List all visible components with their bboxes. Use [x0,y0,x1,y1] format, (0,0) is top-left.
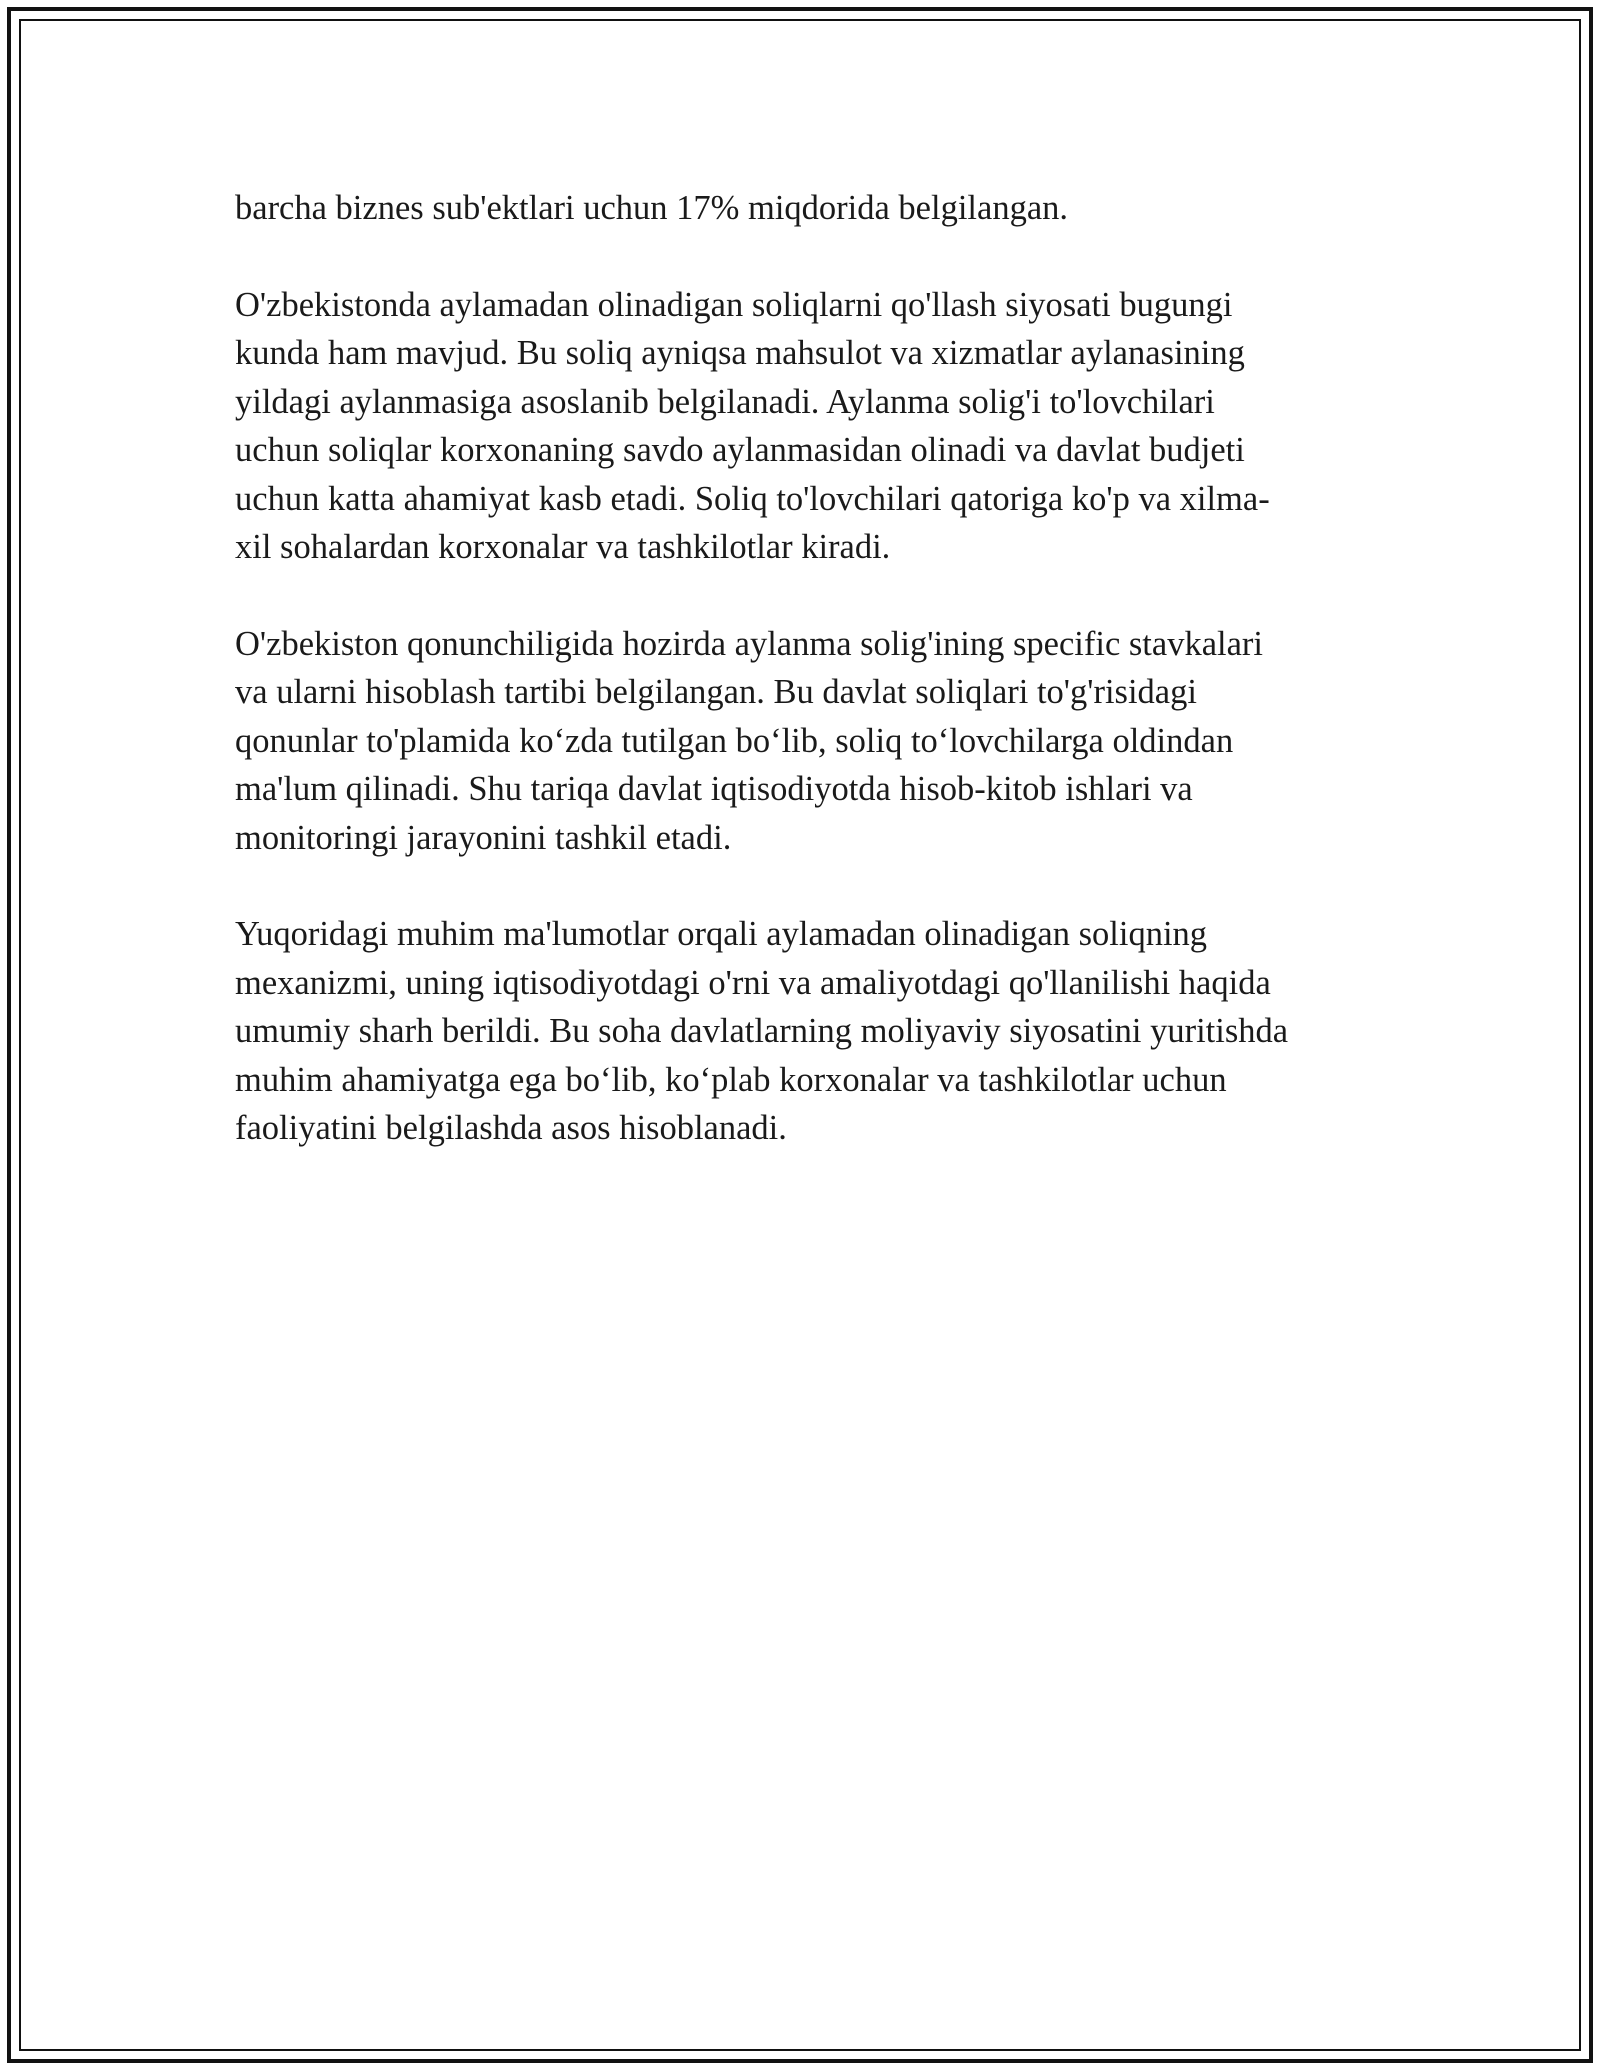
text-line: barcha biznes sub'ektlari uchun 17% miqdorida belgilangan. [235,189,1069,227]
text-line: Yuqoridagi muhim ma'lumotlar orqali aylamadan olinadigan soliqning [235,915,1208,953]
paragraph-1 [235,184,1375,233]
text-line: O'zbekiston qonunchiligida hozirda aylanma solig'ining specific stavkalari [235,624,1263,663]
text-line: muhim ahamiyatga ega boʻlib, koʻplab korxonalar va tashkilotlar uchun [235,1060,1227,1099]
text-line: umumiy sharh berildi. Bu soha davlatlarning moliyaviy siyosatini yuritishda [235,1012,1289,1050]
text-line: O'zbekistonda aylamadan olinadigan soliqlarni qo'llash siyosati bugungi [235,285,1233,324]
document-body [235,184,1375,1201]
text-line: ma'lum qilinadi. Shu tariqa davlat iqtisodiyotda hisob-kitob ishlari va [235,770,1193,808]
text-line: uchun katta ahamiyat kasb etadi. Soliq to'lovchilari qatoriga ko'p va xilma- [235,479,1270,518]
text-line: va ularni hisoblash tartibi belgilangan. Bu davlat soliqlari to'g'risidagi [235,673,1197,711]
text-line: faoliyatini belgilashda asos hisoblanadi. [235,1109,787,1147]
text-line: qonunlar to'plamida koʻzda tutilgan boʻlib, soliq toʻlovchilarga oldindan [235,721,1234,760]
text-line: mexanizmi, uning iqtisodiyotdagi o'rni va amaliyotdagi qo'llanilishi haqida [235,963,1271,1002]
text-line: uchun soliqlar korxonaning savdo aylanmasidan olinadi va davlat budjeti [235,431,1245,469]
text-line: kunda ham mavjud. Bu soliq ayniqsa mahsulot va xizmatlar aylanasining [235,334,1245,372]
text-line: yildagi aylanmasiga asoslanib belgilanadi. Aylanma solig'i to'lovchilari [235,382,1215,421]
paragraph-3 [235,620,1375,863]
paragraph-4 [235,910,1375,1153]
text-line: monitoringi jarayonini tashkil etadi. [235,818,732,857]
paragraph-2 [235,281,1375,572]
text-line: xil sohalardan korxonalar va tashkilotlar kiradi. [235,528,891,566]
